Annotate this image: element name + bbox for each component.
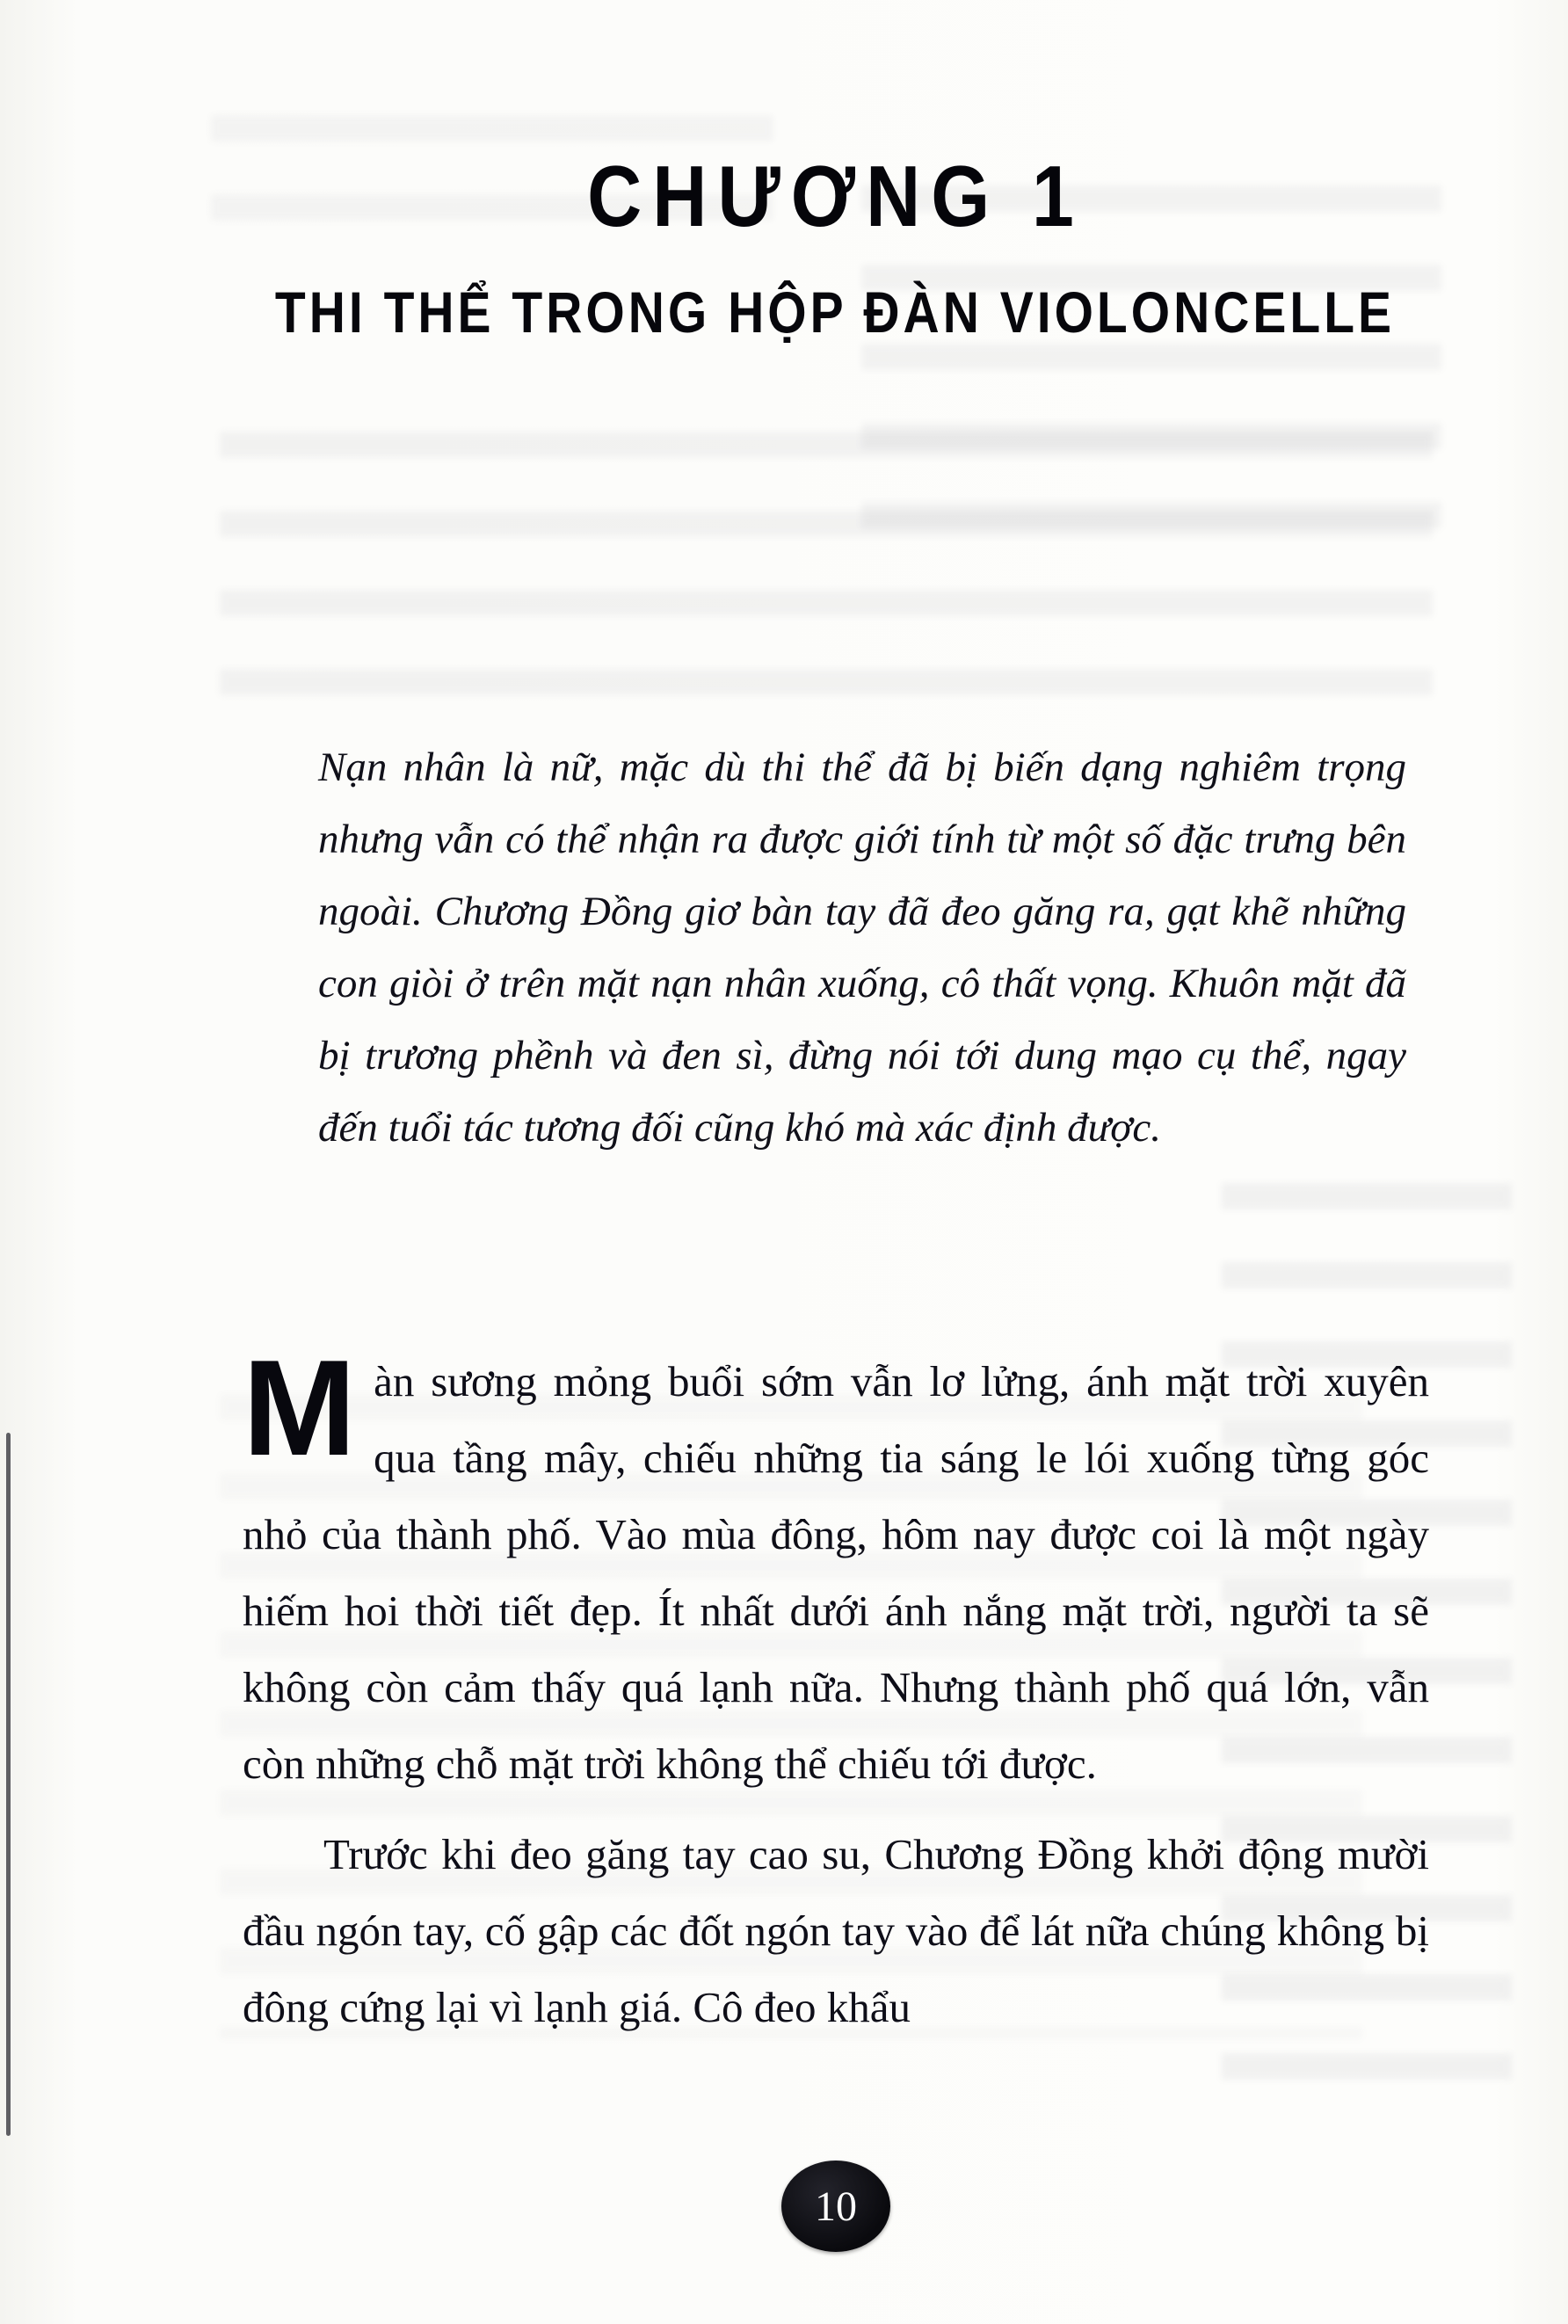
dropcap-letter: M	[243, 1332, 357, 1484]
page-number: 10	[815, 2182, 857, 2230]
chapter-subtitle: THI THỂ TRONG HỘP ĐÀN VIOLONCELLE	[274, 280, 1396, 345]
page-number-badge	[781, 2161, 890, 2252]
chapter-title: CHƯƠNG 1	[587, 149, 1085, 245]
page-edge-shadow	[6, 1433, 11, 2136]
epigraph-quote: Nạn nhân là nữ, mặc dù thi thể đã bị biến dạng nghiêm trọng nhưng vẫn có thể nhận ra được giới tính từ một số đặc trưng bên ngoài. Chương Đồng giơ bàn tay đã đeo găng ra, gạt khẽ những con giòi ở trên mặt nạn nhân xuống, cô thất vọng. Khuôn mặt đã bị trương phềnh và đen sì, đừng nói tới dung mạo cụ thể, ngay đến tuổi tác tương đối cũng khó mà xác định được.	[318, 744, 1406, 1151]
paragraph	[243, 1332, 1429, 1802]
body-text	[243, 1332, 1429, 2045]
bleedthrough-texture	[220, 409, 1433, 699]
paragraph-text: àn sương mỏng buổi sớm vẫn lơ lửng, ánh mặt trời xuyên qua tầng mây, chiếu những tia sáng le lói xuống từng góc nhỏ của thành phố. Vào mùa đông, hôm nay được coi là một ngày hiếm hoi thời tiết đẹp. Ít nhất dưới ánh nắng mặt trời, người ta sẽ không còn cảm thấy quá lạnh nữa. Nhưng thành phố quá lớn, vẫn còn những chỗ mặt trời không thể chiếu tới được.	[243, 1357, 1429, 1788]
paragraph: Trước khi đeo găng tay cao su, Chương Đồng khởi động mười đầu ngón tay, cố gập các đốt ngón tay vào để lát nữa chúng không bị đông cứng lại vì lạnh giá. Cô đeo khẩu	[243, 1830, 1429, 2031]
